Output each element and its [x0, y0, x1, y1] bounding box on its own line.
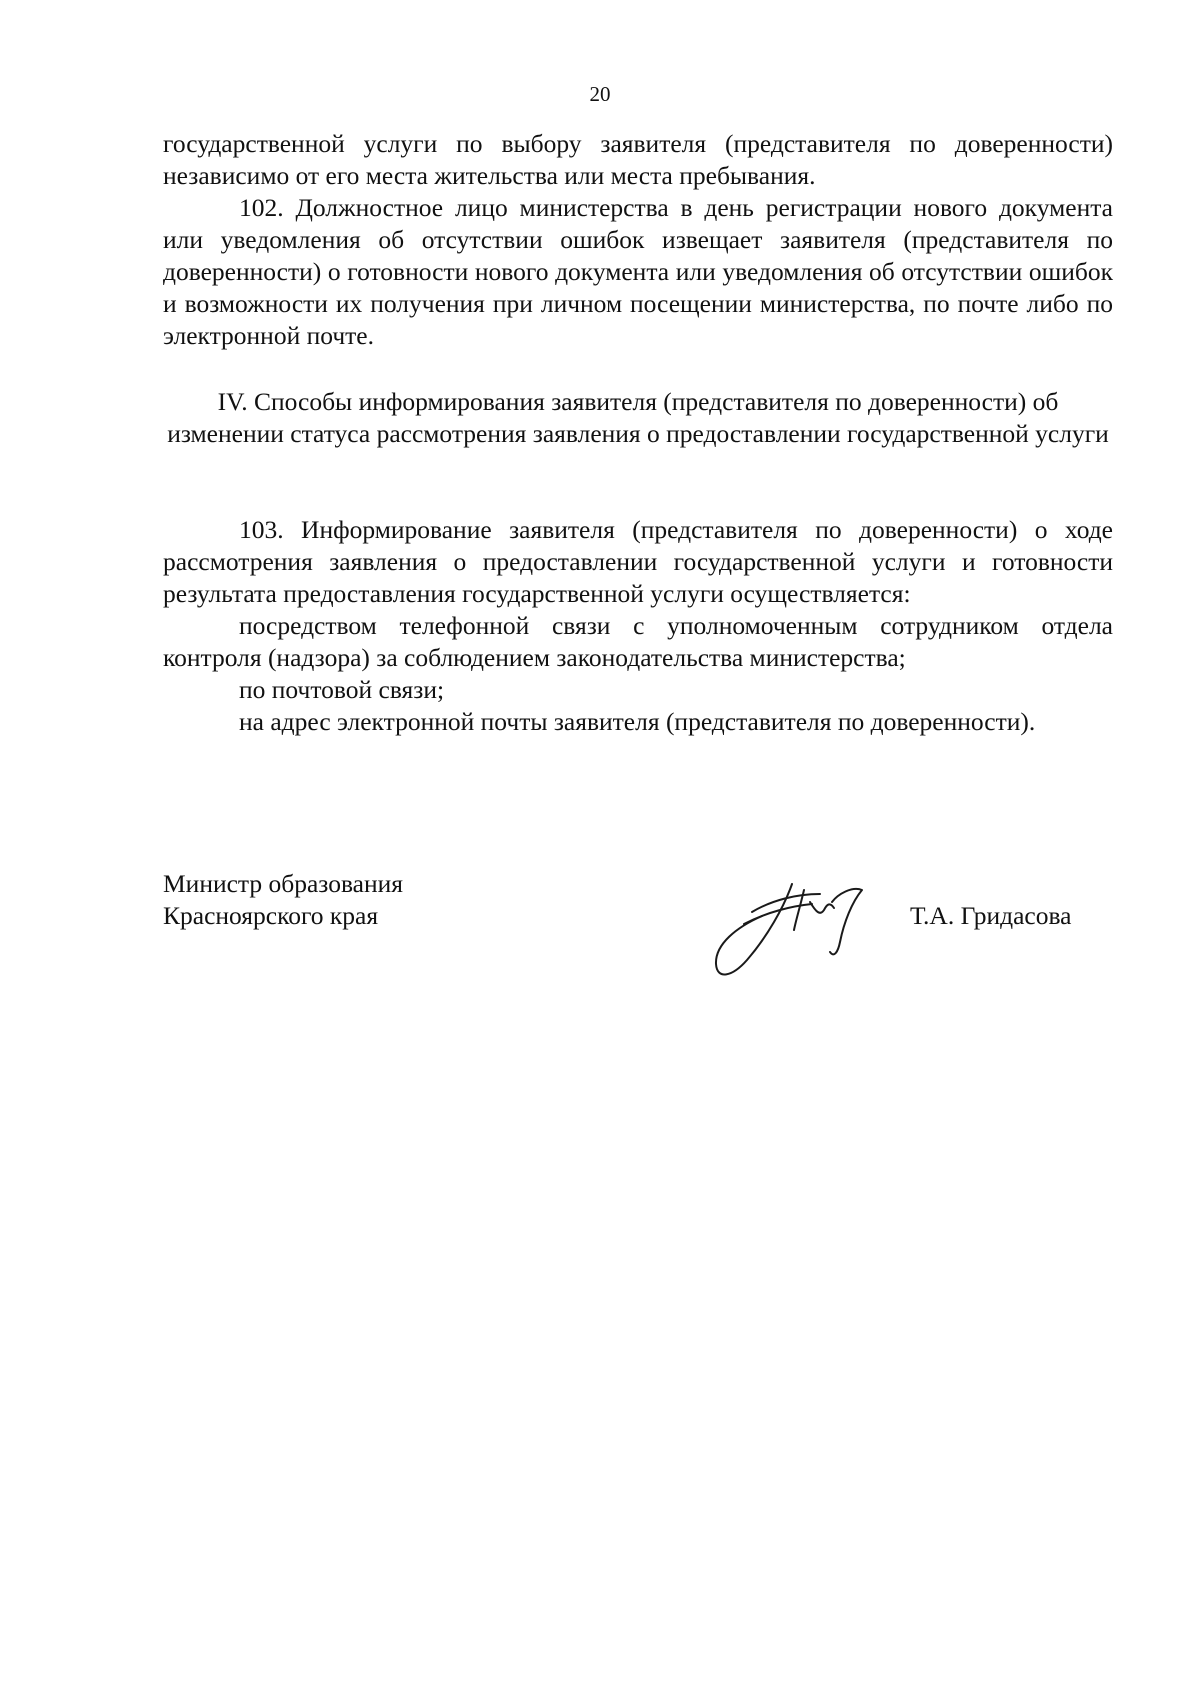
- paragraph-continuation: государственной услуги по выбору заявителя (представителя по доверенности) независимо от его места жительства или места пребывания.: [163, 129, 1113, 190]
- body-text-block-top: [163, 128, 1113, 352]
- paragraph-102: 102. Должностное лицо министерства в день регистрации нового документа или уведомления об отсутствии ошибок извещает заявителя (представителя по доверенности) о готовности нового документа или уведомления об отсутствии ошибок и возможности их получения при личном посещении министерства, по почте либо по электронной почте.: [163, 193, 1113, 350]
- section-heading: IV. Способы информирования заявителя (представителя по доверенности) об изменении статуса рассмотрения заявления о предоставлении государственной услуги: [167, 387, 1109, 448]
- signatory-position-line-1: Министр образования: [163, 869, 404, 898]
- list-item-phone: посредством телефонной связи с уполномоченным сотрудником отдела контроля (надзора) за соблюдением законодательства министерства;: [163, 611, 1113, 672]
- page-number: 20: [589, 82, 611, 106]
- handwritten-signature: [712, 872, 897, 987]
- list-item-email: на адрес электронной почты заявителя (представителя по доверенности).: [239, 707, 1036, 736]
- body-text-block-section: [163, 514, 1113, 738]
- signatory-position-line-2: Красноярского края: [163, 901, 379, 930]
- signatory-position: [163, 868, 403, 932]
- paragraph-103: 103. Информирование заявителя (представителя по доверенности) о ходе рассмотрения заявления о предоставлении государственной услуги и готовности результата предоставления государственной услуги осуществляется:: [163, 515, 1113, 608]
- list-item-mail: по почтовой связи;: [239, 675, 445, 704]
- signatory-name: Т.А. Гридасова: [910, 901, 1072, 930]
